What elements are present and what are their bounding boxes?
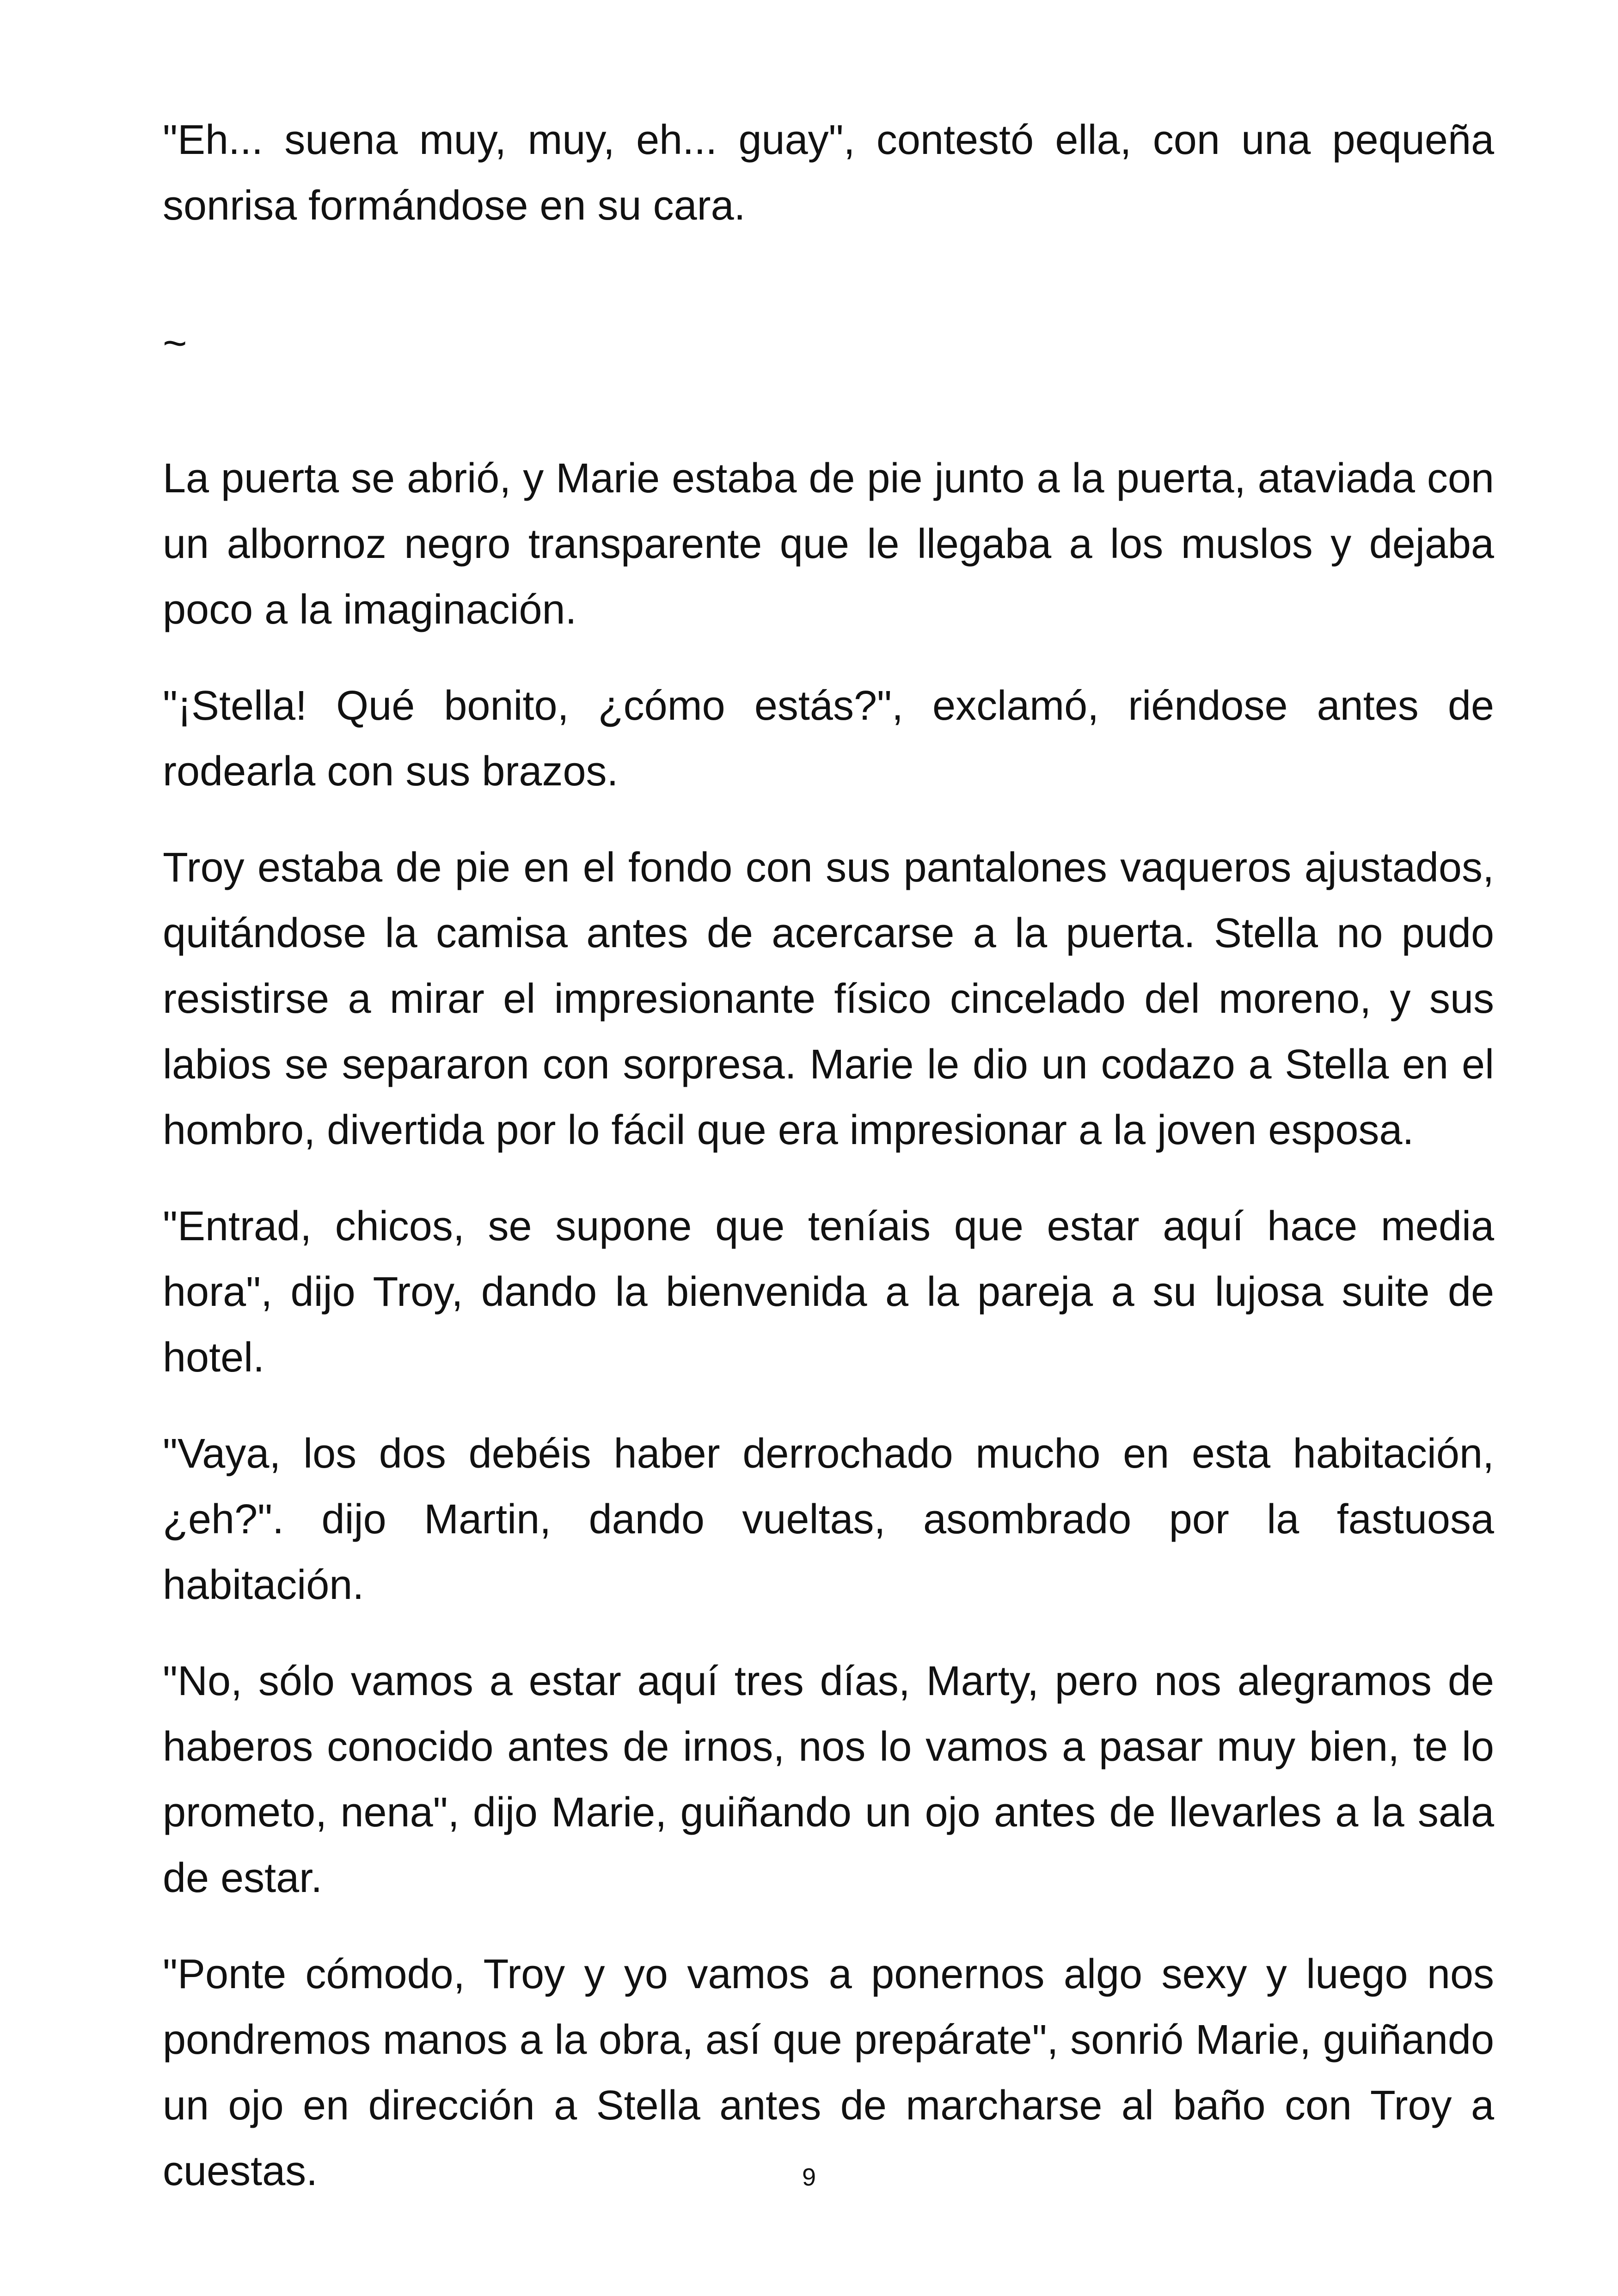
paragraph-4: Troy estaba de pie en el fondo con sus pantalones vaqueros ajustados, quitándose la camisa antes de acercarse a la puerta. Stella no pudo resistirse a mirar el impresionante físico cincelado del moreno, y sus labios se separaron con sorpresa. Marie le dio un codazo a Stella en el hombro, divertida por lo fácil que era impresionar a la joven esposa. [163,845,1494,1153]
paragraph-2: La puerta se abrió, y Marie estaba de pie junto a la puerta, ataviada con un albornoz negro transparente que le llegaba a los muslos y dejaba poco a la imaginación. [163,455,1494,633]
paragraph-1: "Eh... suena muy, muy, eh... guay", contestó ella, con una pequeña sonrisa formándose en su cara. [163,117,1494,229]
paragraph-7: "No, sólo vamos a estar aquí tres días, Marty, pero nos alegramos de haberos conocido antes de irnos, nos lo vamos a pasar muy bien, te lo prometo, nena", dijo Marie, guiñando un ojo antes de llevarles a la sala de estar. [163,1658,1494,1901]
scene-separator: ~ [163,320,187,367]
body-text [163,107,1494,2235]
paragraph-8: "Ponte cómodo, Troy y yo vamos a ponernos algo sexy y luego nos pondremos manos a la obra, así que prepárate", sonrió Marie, guiñando un ojo en dirección a Stella antes de marcharse al baño con Troy a cuestas. [163,1951,1494,2194]
paragraph-3: "¡Stella! Qué bonito, ¿cómo estás?", exclamó, riéndose antes de rodearla con sus brazos. [163,683,1494,795]
paragraph-5: "Entrad, chicos, se supone que teníais que estar aquí hace media hora", dijo Troy, dando la bienvenida a la pareja a su lujosa suite de hotel. [163,1203,1494,1381]
paragraph-6: "Vaya, los dos debéis haber derrochado mucho en esta habitación, ¿eh?". dijo Martin, dando vueltas, asombrado por la fastuosa habitación. [163,1431,1494,1608]
page-number: 9 [802,2163,816,2191]
